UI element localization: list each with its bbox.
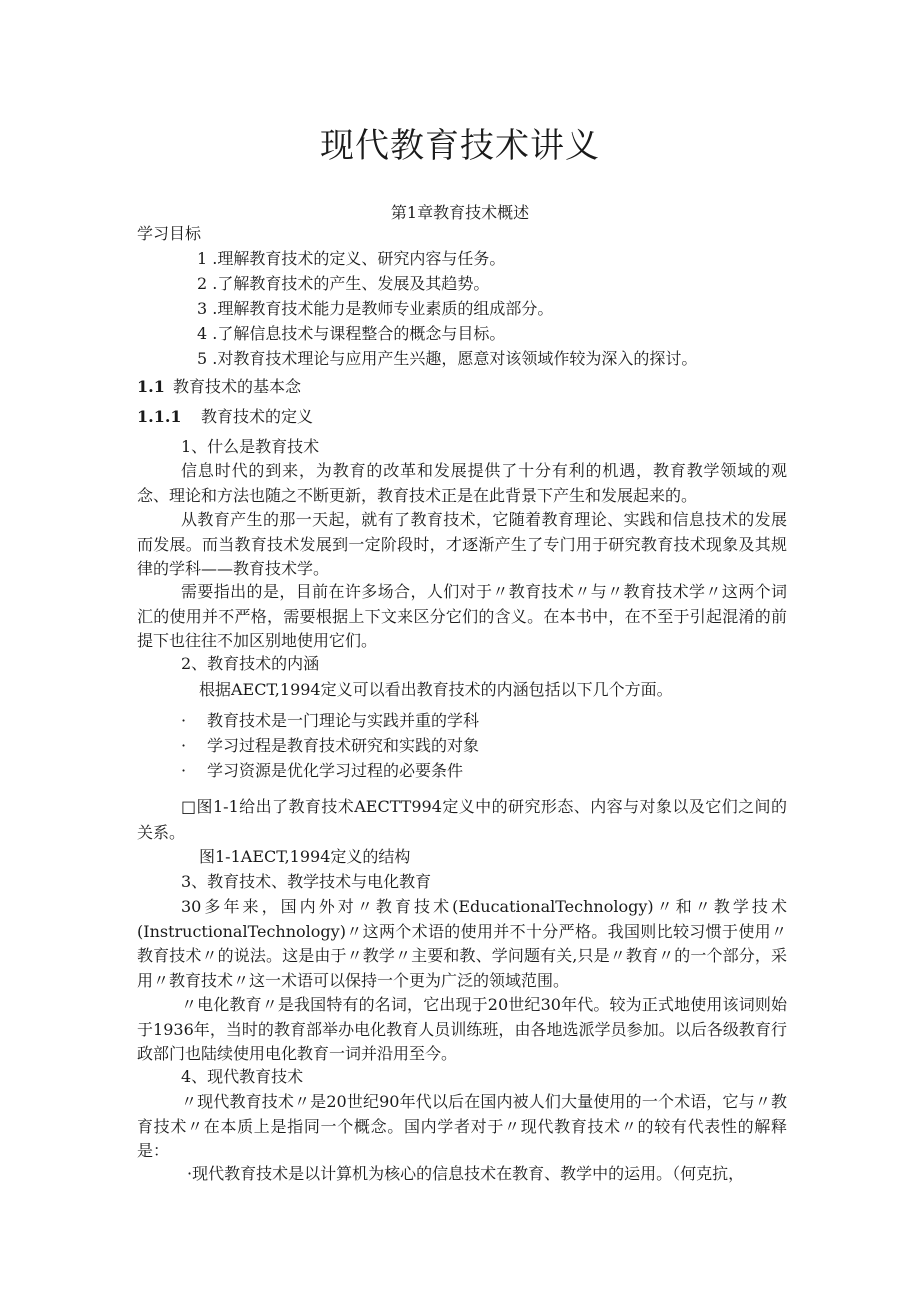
item2-heading: 2、教育技术的内涵 xyxy=(181,654,320,673)
item1-heading: 1、什么是教育技术 xyxy=(181,437,320,456)
subsection-title: 教育技术的定义 xyxy=(201,407,314,426)
bullet-icon: · xyxy=(181,761,187,780)
bullet-item-2: · 学习过程是教育技术研究和实践的对象 xyxy=(181,736,480,755)
item4-heading: 4、现代教育技术 xyxy=(181,1067,304,1086)
item3-heading: 3、教育技术、教学技术与电化教育 xyxy=(181,872,432,891)
objective-item-3: 3 .理解教育技术能力是教师专业素质的组成部分。 xyxy=(197,299,554,318)
item1-paragraph-1: 信息时代的到来，为教育的改革和发展提供了十分有利的机遇，教育教学领域的观念、理论和方法也随之不断更新，教育技术正是在此背景下产生和发展起来的。 xyxy=(137,461,787,505)
section-heading xyxy=(137,376,301,398)
objectives-heading: 学习目标 xyxy=(137,224,202,243)
bullet-icon: · xyxy=(181,711,187,730)
figure-caption: 图1-1AECT,1994定义的结构 xyxy=(199,847,411,866)
item4-paragraph-1: 〃现代教育技术〃是20世纪90年代以后在国内被人们大量使用的一个术语，它与〃教育技术〃在本质上是指同一个概念。国内学者对于〃现代教育技术〃的较有代表性的解释是： xyxy=(137,1092,787,1160)
objective-item-1: 1 .理解教育技术的定义、研究内容与任务。 xyxy=(197,249,506,268)
subsection-number: 1.1.1 xyxy=(137,407,182,426)
item3-paragraph-2: 〃电化教育〃是我国特有的名词，它出现于20世纪30年代。较为正式地使用该词则始于1936年，当时的教育部举办电化教育人员训练班，由各地选派学员参加。以后各级教育行政部门也陆续使用电化教育一词并沿用至今。 xyxy=(137,995,787,1063)
bullet-icon: · xyxy=(181,736,187,755)
chapter-heading: 第1章教育技术概述 xyxy=(390,203,530,222)
item4-bullet: ·现代教育技术是以计算机为核心的信息技术在教育、教学中的运用。（何克抗， xyxy=(187,1164,745,1183)
section-number: 1.1 xyxy=(137,377,165,396)
item2-intro: 根据AECT,1994定义可以看出教育技术的内涵包括以下几个方面。 xyxy=(199,680,673,699)
section-title: 教育技术的基本念 xyxy=(173,377,302,396)
item1-paragraph-2: 从教育产生的那一天起，就有了教育技术，它随着教育理论、实践和信息技术的发展而发展。而当教育技术发展到一定阶段时，才逐渐产生了专门用于研究教育技术现象及其规律的学科——教育技术学。 xyxy=(137,510,787,578)
figure-reference-text: □图1-1给出了教育技术AECTT994定义中的研究形态、内容与对象以及它们之间的关系。 xyxy=(137,797,787,842)
document-title: 现代教育技术讲义 xyxy=(320,126,600,166)
bullet-item-1: · 教育技术是一门理论与实践并重的学科 xyxy=(181,711,480,730)
bullet-item-3: · 学习资源是优化学习过程的必要条件 xyxy=(181,761,464,780)
objective-item-4: 4 .了解信息技术与课程整合的概念与目标。 xyxy=(197,324,506,343)
subsection-heading xyxy=(137,406,313,428)
item3-paragraph-1: 30多年来，国内外对〃教育技术(EducationalTechnology)〃和〃教学技术(InstructionalTechnology)〃这两个术语的使用并不十分严格。我国则比较习惯于使用〃教育技术〃的说法。这是由于〃教学〃主要和教、学问题有关,只是〃教育〃的一个部分，采用〃教育技术〃这一术语可以保持一个更为广泛的领域范围。 xyxy=(137,897,787,990)
objective-item-2: 2 .了解教育技术的产生、发展及其趋势。 xyxy=(197,274,490,293)
objective-item-5: 5 .对教育技术理论与应用产生兴趣，愿意对该领域作较为深入的探讨。 xyxy=(197,349,698,368)
item1-paragraph-3: 需要指出的是，目前在许多场合，人们对于〃教育技术〃与〃教育技术学〃这两个词汇的使用并不严格，需要根据上下文来区分它们的含义。在本书中，在不至于引起混淆的前提下也往往不加区别地使用它们。 xyxy=(137,582,787,650)
